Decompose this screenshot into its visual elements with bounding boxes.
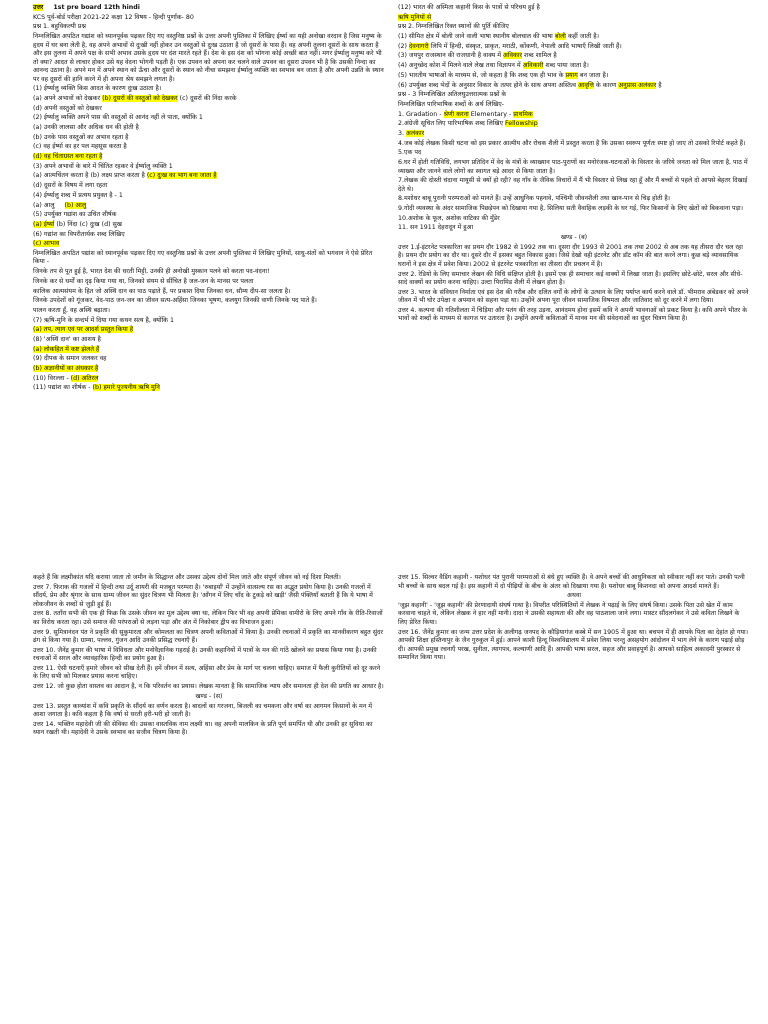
line: 10.अशोक के फूल, अशोक वाटिका की मुँडेर: [398, 214, 500, 222]
item: (2) ईर्ष्यालु व्यक्ति अपने पास की वस्तुओं से आनंद नहीं ले पाता, क्योंकि 1: [33, 114, 203, 122]
text: के कारण: [595, 81, 617, 89]
option-answer: (a) लोकहित में कष्ट झेलते हैं: [33, 345, 100, 353]
text: शब्द शामिल है: [524, 52, 557, 60]
item: (d) अपनी वस्तुओं को देखकर: [33, 104, 102, 112]
line: प्रश्न - 3 निम्नलिखित अतिलघुउत्तरात्मक प्रश्नों के: [398, 91, 507, 99]
item: (b) उनके पास वस्तुओं का अभाव रहता है: [33, 133, 129, 141]
line: 9.गोदी व्यवस्था के अंदर सामाजिक पिछड़ेपन को दिखाया गया है, सिलिया सती वैवाहिक लड़की के घर गई, फिर किसानों के लिए खेतों को बिकवाना पड़ा।: [398, 205, 743, 213]
text: (5) भारतीय भाषाओं के माध्यम से, जो कहता है कि शब्द एक ही भाव के: [398, 71, 564, 79]
line: [398, 72, 750, 81]
option-answer: (d) अतिरल: [70, 374, 99, 382]
text: कहीं जाती है।: [567, 33, 600, 41]
text: 3.: [398, 129, 405, 137]
line: 4.जब कोई लेखक किसी घटना को इस प्रकार आत्मीय और रोचक शैली में प्रस्तुत करता है कि उसका स्वरूप पूर्णतः स्पष्ट हो जाए तो उसको रिपोर्ट कहते हैं।: [398, 139, 746, 147]
line: उत्तर 14. भक्तिन महादेवी जी की सेविका थी। उसका वास्तविक नाम लक्ष्मी था। वह अपनी मालकिन के प्रति पूर्ण समर्पित थी और उनकी हर सुविधा का ध्यान रखती थी। महादेवी ने उसके स्वभाव का सजीव चित्रण किया है।: [33, 720, 373, 737]
option-answer: (b) आलु: [64, 201, 87, 209]
answer: अविकारी: [522, 62, 544, 70]
line: उत्तर 1.ई-इंटरनेट पत्रकारिता का प्रथम दौर 1982 से 1992 तक था। दूसरा दौर 1993 से 2001 तक तथा 2002 से अब तक यह तीसरा दौर चल रहा है। प्रथम दौर प्रयोग का दौर था। दूसरे दौर में इसका बहुत विकास हुआ। जिसे देखो वही इंटरनेट और डॉट कॉम की बात करने लगा। कुछ बड़े व्यावसायिक घरानों ने इस क्षेत्र में प्रवेश किया। 2002 से इंटरनेट पत्रकारिता का तीसरा दौर प्रचलन में है।: [398, 243, 743, 268]
option-answer: (b) अज्ञानीयों का अंधकार है: [33, 365, 99, 372]
line: प्रश्न 2. निम्नलिखित रिक्त स्थानों की पूर्ति कीजिए: [398, 23, 509, 31]
q1-title: प्रश्न 1. बहुविकल्पी प्रश्न: [33, 23, 86, 31]
line: उत्तर 2. रेडियो के लिए समाचार लेखन की विधि संक्षिप्त होती है। इसमें एक ही समाचार कई वाक्यों में लिखा जाता है। इसलिए छोटे-छोटे, सरल और सीधे-सादे वाक्यों का प्रयोग करना चाहिए। उल्टा पिरामिड शैली में लेखन होता है।: [398, 270, 743, 286]
text: (6) उपर्युक्त शब्द भेदों के अनुसार विकार के तत्पर होने के साथ अपना अस्तित्व: [398, 81, 576, 89]
text: 1. Gradation -: [398, 110, 442, 118]
text: Elementary -: [470, 110, 512, 118]
item: (7) ऋषि-मुनि के सन्दर्भ में दिया गया कथन सत्य है, क्योंकि 1: [33, 316, 174, 324]
answer: श्रेणी करना: [443, 110, 469, 118]
answer: प्राथमिक: [513, 110, 533, 118]
poem-intro: निम्नलिखित अपठित पद्यांश को ध्यानपूर्वक पढ़कर दिए गए वस्तुनिष्ठ प्रश्नों के उत्तर अपनी पुस्तिका में लिखिए मुनियों, साधु-संतों को भगवान ने ऐसे प्रेरित किया -: [33, 249, 373, 266]
item: (a) उनकी लालसा और अधिक धन की होती है: [33, 124, 139, 131]
option: (b) निंदा: [56, 220, 78, 228]
item: [33, 326, 385, 335]
answer: अलंकार: [406, 129, 425, 137]
option: (c) दुःख: [79, 220, 100, 228]
section-title: खण्ड - (स): [195, 692, 223, 700]
text: (3) जयपुर राजस्थान की राजधानी है वाक्य में: [398, 52, 501, 60]
line: उत्तर 8. तताँरा सभी की एक ही फिक्र कि उसके जीवन का मूल उद्देश्य क्या था, लेकिन फिर भी वह अपनी प्रेमिका वामीरो के लिए अपने गाँव के रीति-रिवाजों का विरोध करता रहा। उसे समाज की परंपराओं से लड़ना पड़ा और अंत में निकोबार द्वीप का विभाजन हुआ।: [33, 610, 383, 626]
answer: Fellowship: [505, 120, 538, 128]
item: [33, 365, 385, 374]
line: 7.लेखक की दोस्ती चंदाना मायूसी से क्यों हो रही? वह गाँव के जैविक विचारों में मैं भी विस्तार से लिख रहा हूँ और मैं बच्चों से पहले दो आपसे बेहतर दिखाई देते थे।: [398, 177, 748, 193]
line: कहते हैं कि लक्ष्मीकांत यदि कराया जाता तो जमीन के सिद्धान्त और उसका उद्देश्य दोनों मिल जाते और संपूर्ण जीवन को नई दिशा मिलती।: [33, 574, 341, 581]
bottom-left-column: [33, 574, 385, 739]
item: (1) ईर्ष्यालु व्यक्ति किस आदत के कारण दुःख उठाता है।: [33, 85, 162, 93]
option: (a) आलु: [33, 201, 55, 209]
answer: बोली: [554, 33, 566, 41]
poem-line: पालन करता हूँ, वह अस्थि बढ़ाता।: [33, 306, 110, 314]
line: उत्तर 4. कल्पना की गतिशीलता में चिड़िया और पतंग की तरह उड़ना, आनंदमय होना इसमें कवि ने अपनी भावनाओं को प्रकट किया है। कवि अपने भीतर के भावों को शब्दों के माध्यम से कागज पर उतारता है। उन्होंने अपनी कविताओं में मानव मन की संवेदनाओं का सुंदर चित्रण किया है।: [398, 306, 748, 323]
page-heading: [33, 4, 385, 13]
subheading: KCS पूर्व-बोर्ड परीक्षा 2021-22 कक्षा 12 विषय - हिन्दी पूर्णांक- 80: [33, 13, 194, 21]
line: [398, 52, 750, 61]
item: [33, 240, 385, 249]
item: (9) दीपक के समान जलकर वह: [33, 355, 107, 363]
item-row: [33, 384, 385, 393]
section-title: खण्ड - (ब): [560, 234, 588, 242]
option-answer: (d) वह चिंताग्रस्त बना रहता है: [33, 153, 103, 161]
option-answer: (b) दूसरों की वस्तुओं को देखकर: [102, 94, 178, 102]
passage-intro: निम्नलिखित अपठित गद्यांश को ध्यानपूर्वक पढ़कर दिए गए वस्तुनिष्ठ प्रश्नों के उत्तर अपनी पुस्तिका में लिखिए ईर्ष्या का यही अनोखा वरदान है जिस मनुष्य के हृदय में घर बना लेती है, वह अपने अभावों से दुःखी नहीं होकर उन वस्तुओं से दुःख उठाता है जो दूसरों के पास हैं। वह अपनी तुलना दूसरों के साथ करता है और इस तुलना में अपने पक्ष के सभी अभाव उसके हृदय पर दंश मारते रहते हैं। देश के इस दंश को भोगना कोई अच्छी बात नहीं। मगर ईर्ष्यालु मनुष्य करे भी तो क्या? आदत से लाचार होकर उसे यह वेदना भोगनी पड़ती है। एक उपवन को अपना कर चलने वाले उपवन का दूसरा उपवन भी है कि उसकी निन्दा का आनन्द उठाना है। अपने मन में अपने स्थान को ऊँचा और दूसरों के स्थान को नीचा समझना ईर्ष्यालु व्यक्ति का स्वभाव बन जाता है और अपनी उन्नति के स्थान पर वह दूसरों की हानि करने में ही अपना श्रेय समझने लगता है।: [33, 33, 384, 83]
option-answer: (c) दुःख का भाग बना जाता है: [146, 172, 217, 180]
option: (b) लक्ष्य प्राप्त करता है: [90, 172, 145, 180]
line: निम्नलिखित पारिभाषिक शब्दों के अर्थ लिखिए-: [398, 100, 505, 108]
line: [398, 14, 750, 23]
item: (6) गद्यांश का विपरीतार्थक शब्द लिखिए: [33, 230, 125, 238]
item-row: [33, 95, 385, 104]
line: उत्तर 16. जैनेंद्र कुमार का जन्म उत्तर प्रदेश के अलीगढ़ जनपद के कौड़ियागंज कस्बे में सन 1905 में हुआ था। बचपन में ही आपके पिता का देहांत हो गया। आपकी शिक्षा हस्तिनापुर के जैन गुरुकुल में हुई। आपने काशी हिन्दू विश्वविद्यालय में प्रवेश लिया परन्तु असहयोग आंदोलन में भाग लेने के कारण पढ़ाई छोड़ दी। आपकी प्रमुख रचनाएँ परख, सुनीता, त्यागपत्र, कल्याणी आदि हैं। आपकी भाषा सरल, सहज और प्रवाहपूर्ण है। आपको साहित्य अकादमी पुरस्कार से सम्मानित किया गया।: [398, 628, 749, 662]
option: (11) पद्यांश का शीर्षक -: [33, 384, 91, 392]
text: शब्द पाया जाता है।: [545, 62, 589, 70]
option-answer: (a) तप, त्याग एवं पर आदर्श प्रस्तुत किया है: [33, 326, 134, 334]
bottom-right-column: [398, 574, 750, 664]
answer: देवनागरी: [408, 42, 429, 50]
item-row: [33, 221, 385, 230]
poem-line: जिनके उपदेशों को गूंजकर, वेद-पाठ जन-जन का जीवन सत्य-अहिंसा जिनका भूषण, कलयुग जिनकी वाणी जिनके पद पाते हैं।: [33, 297, 317, 305]
option: (10) विरल्ला -: [33, 374, 69, 382]
option-answer: (a) ईर्ष्या: [33, 220, 55, 228]
item: (5) उपर्युक्त गद्यांश का उचित शीर्षक: [33, 211, 117, 219]
line: [398, 43, 750, 52]
answer: ऋषि मुनियों से: [398, 13, 432, 21]
line: (12) भारत की अस्मिता कहानी किस के पात्रों से परिचय हुई है: [398, 4, 540, 11]
heading-word: उत्तर: [33, 4, 44, 11]
text: (2): [398, 42, 407, 50]
text: बन जाता है।: [579, 71, 609, 79]
answer: अनुप्रास अलंकार: [618, 81, 657, 89]
item-row: [33, 375, 385, 384]
item: (4) ईर्ष्यालु शब्द में प्रत्यय प्रयुक्त है - 1: [33, 191, 123, 199]
poem-line: जिनके कर से धर्मों का दृढ़ किया गया था, जिनको संयम से सींचित है जल-जन के मानस पर पलता: [33, 277, 254, 285]
section-title: अथवा: [567, 592, 581, 600]
line: 'जूझ कहानी' - 'जूझ कहानी' की प्रेरणादायी संघर्ष गाथा है। विपरीत परिस्थितियों में लेखक ने पढ़ाई के लिए संघर्ष किया। उसके पिता उसे खेत में काम करवाना चाहते थे, लेकिन लेखक ने हार नहीं मानी। दादा ने उसकी सहायता की और वह पाठशाला जाने लगा। मास्टर सौंदलगेकर ने उसे कविता लिखने के लिए प्रेरित किया।: [398, 601, 740, 626]
option: (a) आत्मचिंतन करता है: [33, 172, 89, 180]
text: (1) सीमित क्षेत्र में बोली जाने वाली भाषा स्थानीय बोलचाल की भाषा: [398, 33, 553, 41]
line: 8.मशोधर बाबू पुरानी परम्पराओं को मानते हैं। उन्हें आधुनिक पहनावे, पश्चिमी जीवनशैली तथा खान-पान से चिढ़ होती है।: [398, 195, 671, 203]
line: 5.एक पद: [398, 149, 422, 157]
item-row: [33, 172, 385, 181]
line: उत्तर 3. भारत के संविधान निर्माता एवं इस देश की गरीब और दलित वर्गों के लोगों के उत्थान के लिए पर्याप्त कार्य करने वाले डॉ. भीमराव अंबेडकर को अपने जीवन में भी घोर उपेक्षा व अपमान को सहना पड़ा था। उन्होंने अपना पूरा जीवन सामाजिक विषमता और जातिवाद को दूर करने में लगा दिया।: [398, 288, 749, 305]
line: उत्तर 10. जैनेंद्र कुमार की भाषा में विविधता और मनोवैज्ञानिक गहराई है। उनकी कहानियों में पात्रों के मन की गांठें खोलने का प्रयास किया गया है। उनकी रचनाओं में सरल और व्यावहारिक हिन्दी का प्रयोग हुआ है।: [33, 646, 377, 663]
item-row: [33, 202, 385, 211]
line: उत्तर 11. ऐसी घटनाएँ हमारे जीवन को सीख देती हैं। हमें जीवन में सत्य, अहिंसा और प्रेम के मार्ग पर चलना चाहिए। समाज में फैली कुरीतियों को दूर करने के लिए सभी को मिलकर प्रयास करना चाहिए।: [33, 664, 381, 681]
line: उत्तर 15. सिल्वर वैडिंग कहानी - यशोधर पंत पुरानी परम्पराओं से बंधे हुए व्यक्ति हैं। वे अपने बच्चों की आधुनिकता को स्वीकार नहीं कर पाते। उनकी पत्नी भी बच्चों के साथ बदल गई है। इस कहानी में दो पीढ़ियों के बीच के अंतर को दिखाया गया है। यशोधर बाबू किशनदा को अपना आदर्श मानते हैं।: [398, 574, 745, 590]
line: [398, 33, 750, 42]
text: (4) अनुच्छेद कोश में मिलने वाले लेख तथा विज्ञापन में: [398, 62, 521, 70]
line: 11. सन 1911 देहरादून में हुआ: [398, 224, 474, 232]
line: [398, 130, 750, 139]
line: उत्तर 12. जो कुछ होता वास्तव का आदान है, न कि परिवर्तन का प्रयास। लेखक मानता है कि सामाजिक न्याय और समानता ही देश की प्रगति का आधार है।: [33, 683, 384, 691]
item: (3) अपने अभावों के बारे में चिंतित रहकर वे ईर्ष्यालु व्यक्ति 1: [33, 162, 173, 170]
poem-line: कालिक आत्मसंयम के हित जो अस्थि दान का पाठ पढ़ाते हैं, पर प्रकाश दिया जिनका धन, सौम्य दीप-सा जलता है।: [33, 287, 291, 295]
line: उत्तर 7. फिराक की गजलों में हिन्दी तथा उर्दू शायरी की मजबूत परम्परा है। 'रुबाइयाँ' में उन्होंने वात्सल्य रस का अद्भुत प्रयोग किया है। उनकी गजलों में सौंदर्य, प्रेम और श्रृंगार के साथ ग्राम्य जीवन का सुंदर चित्रण भी मिलता है। 'आँगन में लिए चाँद के टुकड़े को खड़ी' जैसी पंक्तियाँ बताती हैं कि ये भाषा में लोकजीवन के शब्दों से जुड़ी हुई हैं।: [33, 583, 373, 608]
option: (c) दूसरों की निंदा करके: [179, 94, 237, 102]
option: (a) अपने अभावों को देखकर: [33, 94, 101, 102]
line: [398, 120, 750, 129]
heading-rest: 1st pre board 12th hindi: [53, 4, 140, 11]
item: (c) वह ईर्ष्या का हर पल महसूस करता है: [33, 143, 127, 151]
line: [398, 62, 750, 71]
text: 2.अंग्रेजी सूचित लिए पारिभाषिक शब्द लिखिए: [398, 120, 504, 128]
line: उत्तर 13. प्रस्तुत काव्यांश में कवि प्रकृति के सौंदर्य का वर्णन करता है। बादलों का गरजना, बिजली का चमकना और वर्षा का आगमन किसानों के मन में आशा जगाता है। कवि कहता है कि वर्षा से धरती हरी-भरी हो जाती है।: [33, 702, 372, 718]
line: 6.घर में होती गतिविधि, लगभग प्रतिदिन में वेद के मंत्रों के व्याख्यान पाठ-पुराणों का मनोरंजक-घटनाओं के विस्तार के जरिये जनता को मिल जाता है, पाठ में व्याख्या और जानने वाले लोगों का स्वागत बड़े आदर से किया जाता है।: [398, 159, 748, 175]
line: [398, 111, 750, 120]
answer: प्रयाग: [565, 71, 578, 79]
item: [33, 153, 385, 162]
top-left-column: [33, 4, 385, 394]
line: [398, 82, 750, 91]
item: (8) 'अस्थि दान' का आशय है: [33, 335, 101, 343]
item: [33, 346, 385, 355]
option: (d) सुख: [101, 220, 122, 228]
line: उत्तर 9. सुमित्रानंदन पंत ने प्रकृति की सुकुमारता और कोमलता का चित्रण अपनी कविताओं में किया है। उनकी रचनाओं में प्रकृति का मानवीकरण बहुत सुंदर ढंग से किया गया है। ग्राम्या, पल्लव, गुंजन आदि उनकी प्रसिद्ध रचनाएँ हैं।: [33, 628, 383, 645]
text: है: [658, 81, 662, 89]
top-right-column: [398, 4, 750, 325]
answer: आवृत्ति: [577, 81, 594, 89]
option-answer: (b) हमारे पूज्यनीय ऋषि मुनि: [92, 384, 160, 392]
poem-line: जिनके तप से पूत हुई है, भारत देश की धरती मिट्टी, उनकी ही अनोखी मुस्कान पलने को करता पद-वंदना!: [33, 268, 270, 276]
option-answer: (c) आभाव: [33, 240, 60, 248]
answer: अविकार: [503, 52, 523, 60]
item: (d) दूसरों के विषय में लगा रहता: [33, 182, 108, 190]
text: लिपि में हिन्दी, संस्कृत, प्राकृत, मराठी, कोंकणी, नेपाली आदि भाषाएँ लिखी जाती हैं।: [430, 42, 622, 50]
